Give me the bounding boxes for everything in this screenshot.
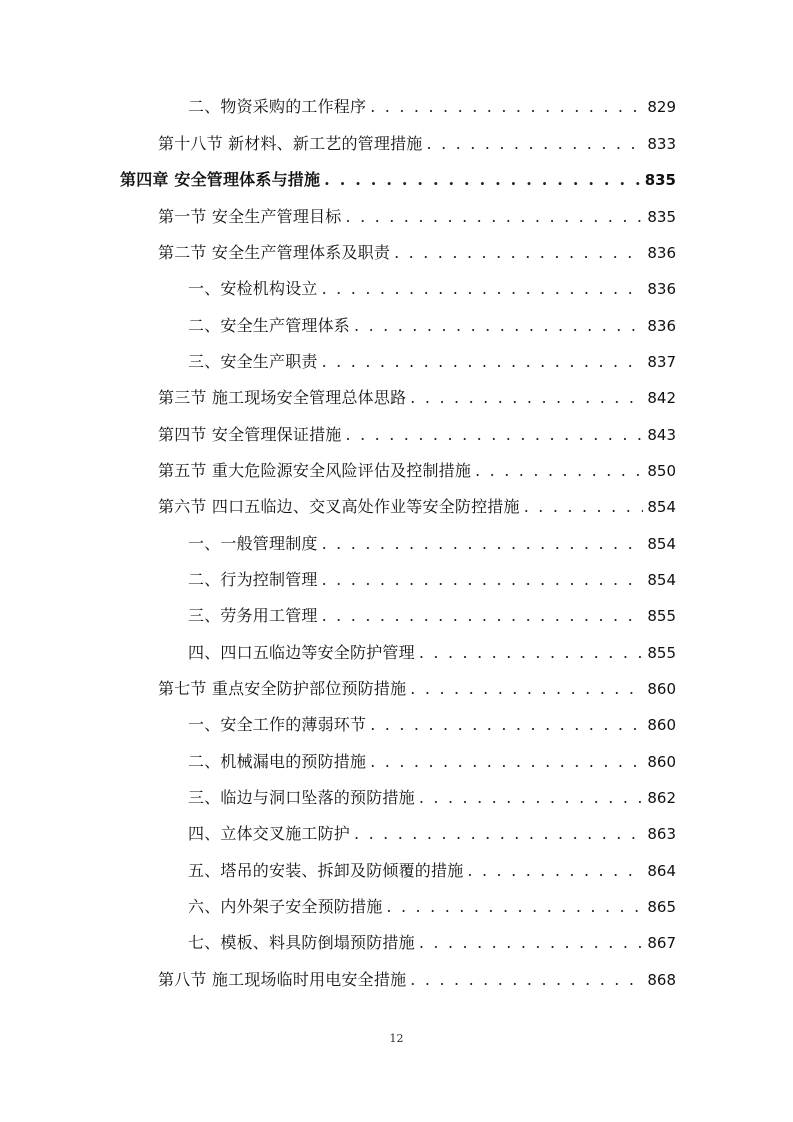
toc-entry-label: 一、一般管理制度 — [188, 534, 318, 553]
toc-entry-label: 七、模板、料具防倒塌预防措施 — [188, 933, 415, 952]
dot-leader — [354, 820, 643, 848]
toc-entry-page: 860 — [647, 716, 676, 734]
toc-entry[interactable] — [188, 857, 676, 885]
toc-entry[interactable] — [188, 784, 676, 812]
toc-entry[interactable] — [158, 384, 676, 412]
toc-entry-label: 四、四口五临边等安全防护管理 — [188, 643, 415, 662]
dot-leader — [467, 857, 643, 885]
toc-entry-label: 第七节 重点安全防护部位预防措施 — [158, 679, 407, 698]
dot-leader — [322, 275, 644, 303]
toc-entry-label: 六、内外架子安全预防措施 — [188, 897, 383, 916]
dot-leader — [370, 748, 643, 776]
toc-entry-page: 862 — [647, 789, 676, 807]
toc-entry-page: 835 — [647, 208, 676, 226]
toc-entry[interactable] — [158, 203, 676, 231]
toc-entry-page: 854 — [647, 498, 676, 516]
toc-entry-page: 850 — [647, 462, 676, 480]
toc-entry-page: 854 — [647, 571, 676, 589]
toc-entry-label: 第五节 重大危险源安全风险评估及控制措施 — [158, 461, 472, 480]
toc-entry[interactable] — [158, 239, 676, 267]
toc-entry-page: 842 — [647, 389, 676, 407]
toc-entry-label: 三、安全生产职责 — [188, 352, 318, 371]
dot-leader — [427, 130, 644, 158]
toc-entry-page: 836 — [647, 244, 676, 262]
toc-entry-label: 第三节 施工现场安全管理总体思路 — [158, 388, 407, 407]
toc-entry-label: 第八节 施工现场临时用电安全措施 — [158, 970, 407, 989]
toc-entry-label: 四、立体交叉施工防护 — [188, 824, 351, 843]
toc-entry-page: 860 — [647, 753, 676, 771]
toc-entry-label: 一、安检机构设立 — [188, 279, 318, 298]
toc-entry-page: 854 — [647, 535, 676, 553]
dot-leader — [370, 711, 643, 739]
toc-entry[interactable] — [158, 493, 676, 521]
dot-leader — [354, 312, 643, 340]
toc-entry[interactable] — [188, 602, 676, 630]
dot-leader — [322, 566, 644, 594]
dot-leader — [419, 784, 644, 812]
toc-entry-label: 一、安全工作的薄弱环节 — [188, 715, 367, 734]
toc-entry[interactable] — [188, 93, 676, 121]
dot-leader — [322, 348, 644, 376]
dot-leader — [410, 384, 643, 412]
toc-entry-label: 第二节 安全生产管理体系及职责 — [158, 243, 391, 262]
dot-leader — [370, 93, 643, 121]
toc-entry[interactable] — [188, 312, 676, 340]
toc-entry-label: 二、机械漏电的预防措施 — [188, 752, 367, 771]
toc-entry-page: 867 — [647, 934, 676, 952]
toc-entry-page: 829 — [647, 98, 676, 116]
toc-entry-page: 833 — [647, 135, 676, 153]
toc-entry[interactable] — [188, 820, 676, 848]
toc-entry-page: 865 — [647, 898, 676, 916]
toc-entry-page: 836 — [647, 280, 676, 298]
dot-leader — [324, 166, 641, 194]
dot-leader — [524, 493, 644, 521]
toc-entry-label: 二、行为控制管理 — [188, 570, 318, 589]
toc-entry-page: 855 — [647, 607, 676, 625]
toc-entry-label: 第四章 安全管理体系与措施 — [120, 170, 321, 189]
toc-entry-page: 863 — [647, 825, 676, 843]
toc-entry[interactable] — [158, 457, 676, 485]
toc-entry[interactable] — [188, 748, 676, 776]
toc-entry-page: 836 — [647, 317, 676, 335]
toc-entry[interactable] — [158, 675, 676, 703]
toc-entry[interactable] — [188, 530, 676, 558]
toc-entry-label: 三、劳务用工管理 — [188, 606, 318, 625]
toc-entry[interactable] — [158, 966, 676, 994]
dot-leader — [410, 966, 643, 994]
toc-entry-page: 837 — [647, 353, 676, 371]
toc-entry[interactable] — [158, 130, 676, 158]
toc-entry[interactable] — [188, 639, 676, 667]
toc-entry-page: 868 — [647, 971, 676, 989]
toc-entry-page: 843 — [647, 426, 676, 444]
page-number: 12 — [389, 1032, 404, 1045]
toc-entry[interactable] — [188, 893, 676, 921]
dot-leader — [419, 639, 644, 667]
toc-entry[interactable] — [188, 275, 676, 303]
toc-entry-label: 三、临边与洞口坠落的预防措施 — [188, 788, 415, 807]
toc-entry-page: 835 — [644, 171, 676, 189]
dot-leader — [346, 203, 644, 231]
toc-entry-label: 二、安全生产管理体系 — [188, 316, 351, 335]
dot-leader — [475, 457, 643, 485]
toc-entry[interactable] — [188, 711, 676, 739]
dot-leader — [322, 602, 644, 630]
dot-leader — [322, 530, 644, 558]
toc-entry-page: 855 — [647, 644, 676, 662]
dot-leader — [346, 421, 644, 449]
toc-entry-page: 860 — [647, 680, 676, 698]
toc-entry-label: 第十八节 新材料、新工艺的管理措施 — [158, 134, 423, 153]
toc-chapter-entry[interactable] — [120, 166, 676, 194]
toc-entry[interactable] — [188, 348, 676, 376]
toc-entry-label: 第一节 安全生产管理目标 — [158, 207, 342, 226]
toc-entry-label: 第六节 四口五临边、交叉高处作业等安全防控措施 — [158, 497, 520, 516]
toc-entry-page: 864 — [647, 862, 676, 880]
toc-entry-label: 五、塔吊的安装、拆卸及防倾覆的措施 — [188, 861, 464, 880]
toc-entry-label: 第四节 安全管理保证措施 — [158, 425, 342, 444]
dot-leader — [410, 675, 643, 703]
toc-entry[interactable] — [158, 421, 676, 449]
toc-entry[interactable] — [188, 929, 676, 957]
toc-entry[interactable] — [188, 566, 676, 594]
dot-leader — [419, 929, 644, 957]
dot-leader — [394, 239, 643, 267]
dot-leader — [386, 893, 643, 921]
toc-entry-label: 二、物资采购的工作程序 — [188, 97, 367, 116]
